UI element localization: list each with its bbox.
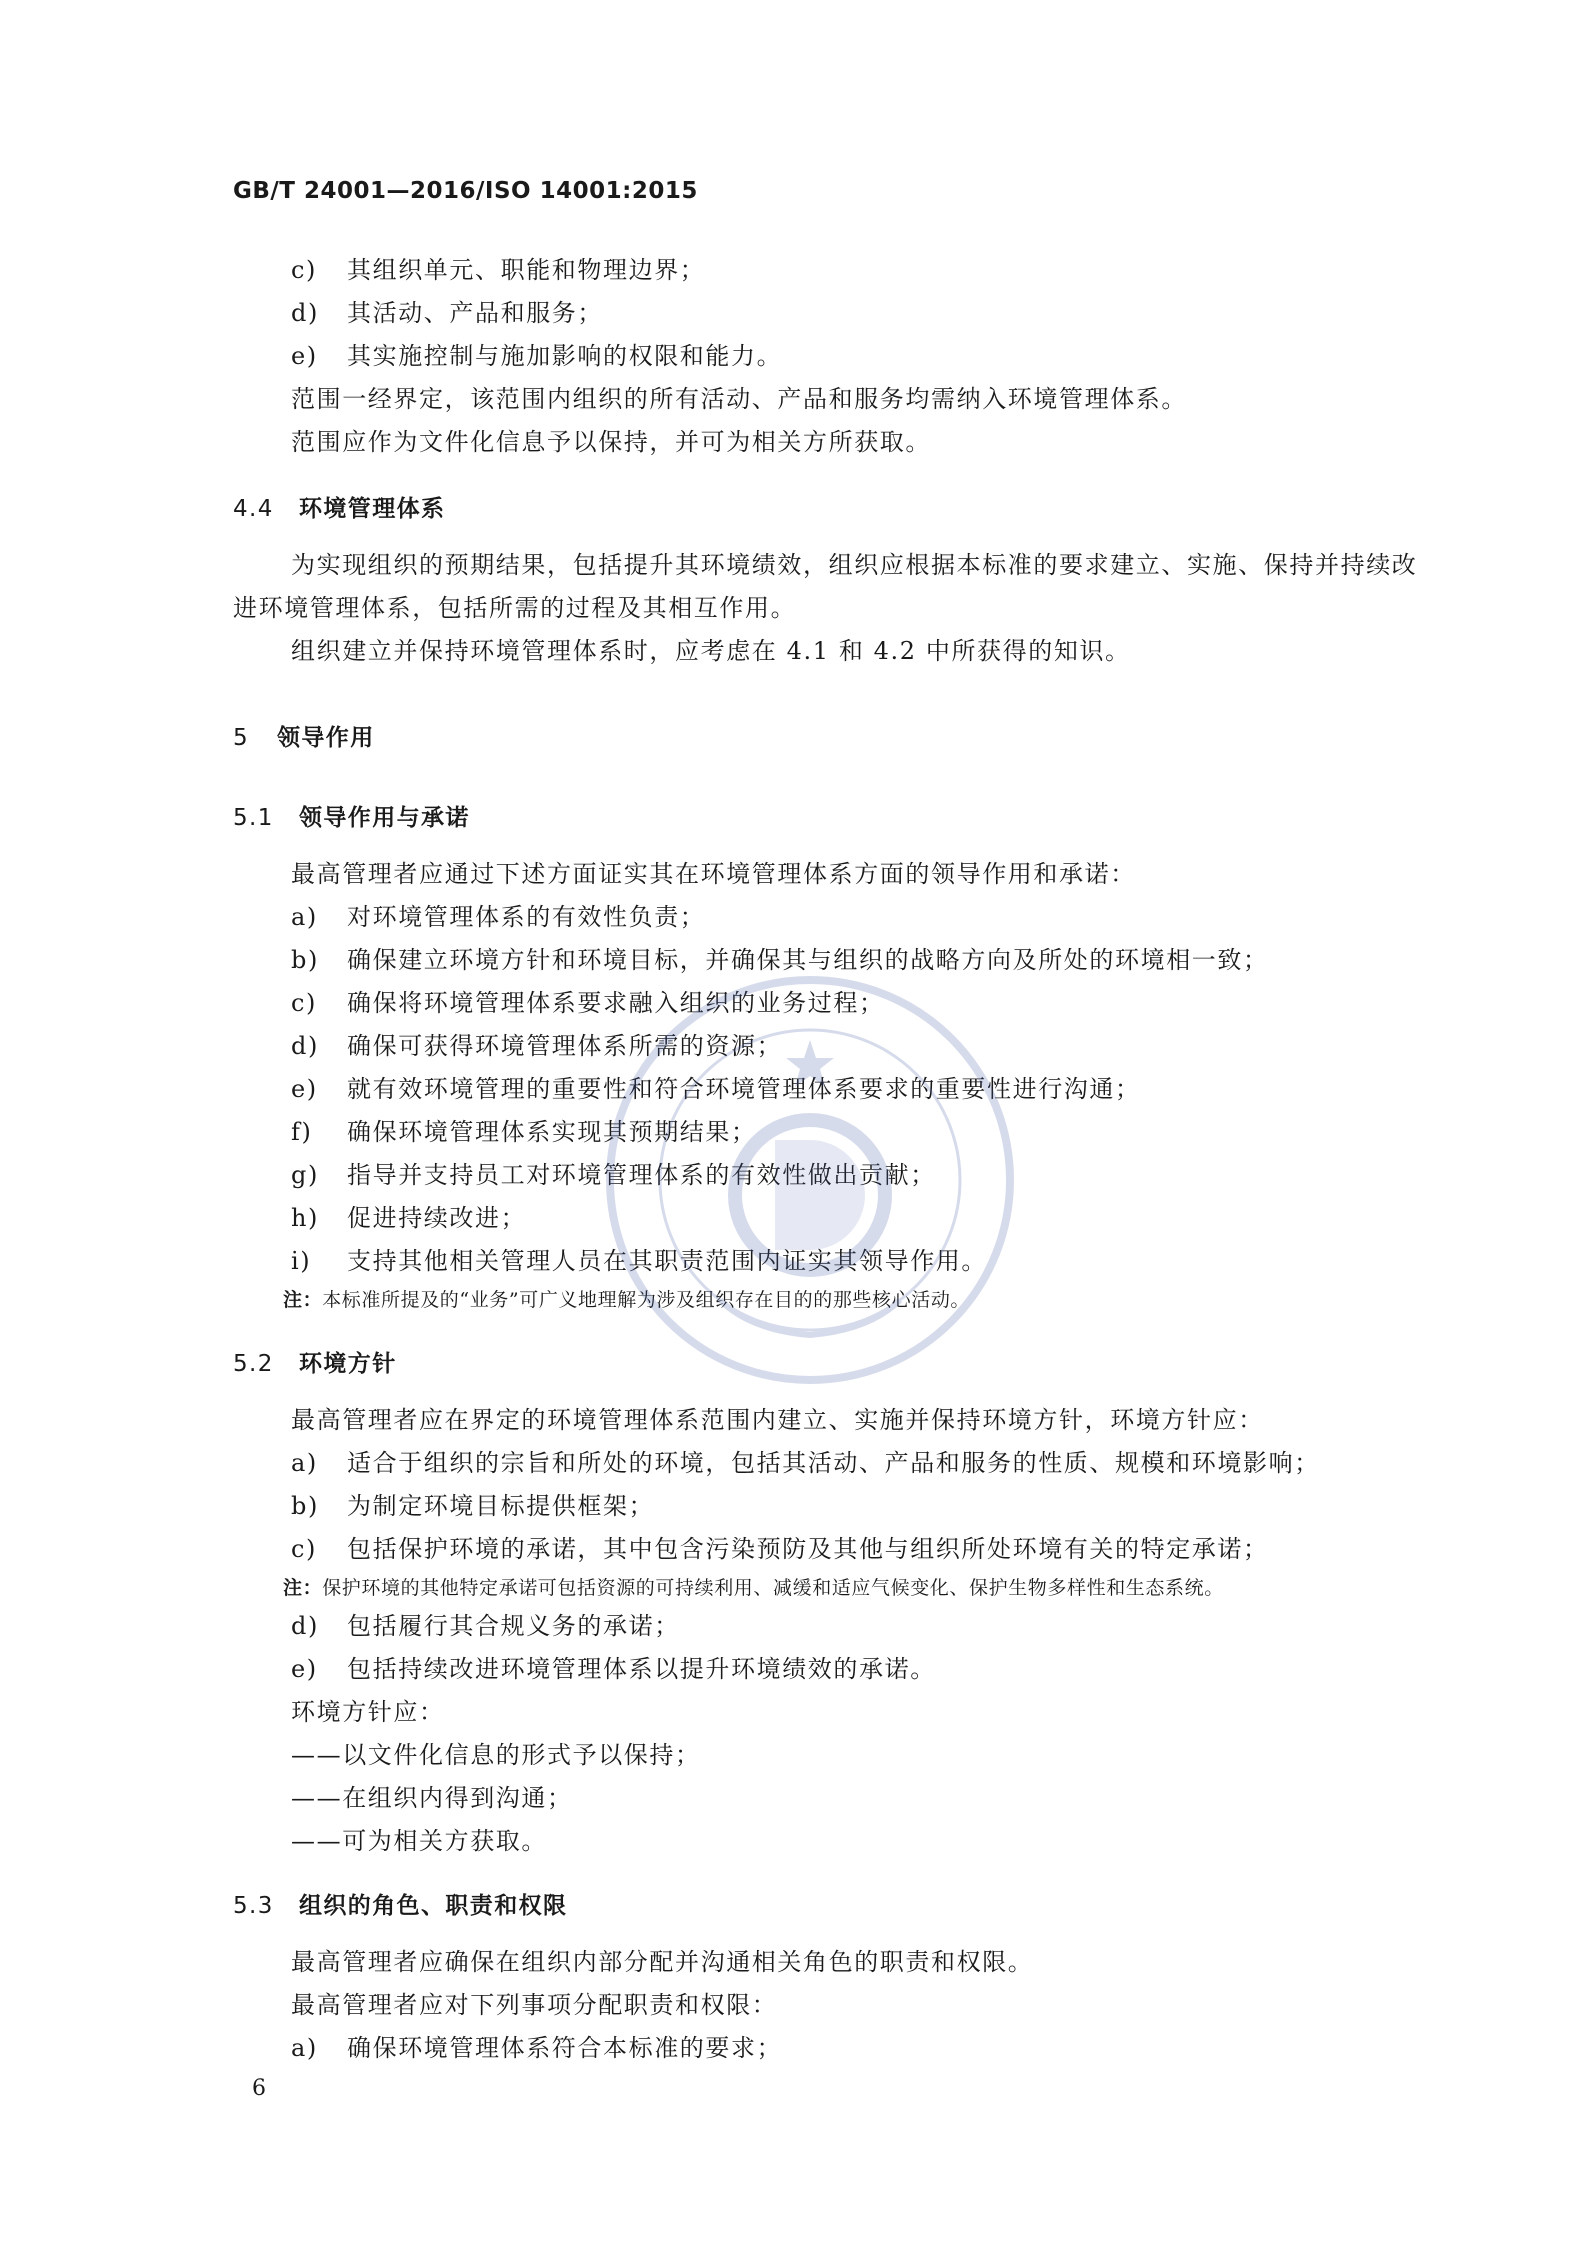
list-item: [291, 1533, 1269, 1565]
list-text: 其实施控制与施加影响的权限和能力。: [347, 342, 783, 370]
list-text: 其活动、产品和服务；: [347, 299, 603, 327]
list-label: b): [291, 946, 319, 974]
list-item: [291, 297, 603, 329]
section-title: 环境方针: [299, 1351, 397, 1377]
note-text: 保护环境的其他特定承诺可包括资源的可持续利用、减缓和适应气候变化、保护生物多样性和生态系统。: [322, 1577, 1224, 1599]
paragraph: 为实现组织的预期结果，包括提升其环境绩效，组织应根据本标准的要求建立、实施、保持并持续改: [291, 551, 1418, 579]
list-label: d): [291, 299, 319, 327]
list-text: 确保环境管理体系实现其预期结果；: [347, 1118, 757, 1146]
paragraph: 最高管理者应通过下述方面证实其在环境管理体系方面的领导作用和承诺：: [291, 860, 1136, 888]
standard-number-header: GB/T 24001—2016/ISO 14001:2015: [233, 178, 698, 204]
dash-item: ——以文件化信息的形式予以保持；: [291, 1741, 701, 1769]
paragraph: 最高管理者应在界定的环境管理体系范围内建立、实施并保持环境方针，环境方针应：: [291, 1406, 1264, 1434]
list-label: e): [291, 1655, 318, 1683]
paragraph: 最高管理者应对下列事项分配职责和权限：: [291, 1991, 778, 2019]
paragraph: 组织建立并保持环境管理体系时，应考虑在 4.1 和 4.2 中所获得的知识。: [291, 637, 1131, 665]
list-label: d): [291, 1032, 319, 1060]
section-number: 4.4: [233, 496, 274, 522]
list-text: 确保可获得环境管理体系所需的资源；: [347, 1032, 783, 1060]
section-title: 环境管理体系: [299, 496, 446, 522]
section-heading-5-2: [233, 1345, 397, 1378]
list-item: [291, 340, 782, 372]
section-number: 5.2: [233, 1351, 274, 1377]
list-label: h): [291, 1204, 320, 1232]
list-label: g): [291, 1161, 319, 1189]
note-label: 注：: [283, 1289, 323, 1311]
list-text: 指导并支持员工对环境管理体系的有效性做出贡献；: [347, 1161, 936, 1189]
section-heading-5-3: [233, 1887, 567, 1920]
list-text: 其组织单元、职能和物理边界；: [347, 256, 706, 284]
list-label: b): [291, 1492, 319, 1520]
paragraph: 范围一经界定，该范围内组织的所有活动、产品和服务均需纳入环境管理体系。: [291, 385, 1187, 413]
list-item: [291, 254, 705, 286]
dash-item: ——可为相关方获取。: [291, 1827, 547, 1855]
dash-item: ——在组织内得到沟通；: [291, 1784, 573, 1812]
chapter-title: 领导作用: [277, 725, 375, 751]
section-heading-4-4: [233, 490, 445, 523]
paragraph: 最高管理者应确保在组织内部分配并沟通相关角色的职责和权限。: [291, 1948, 1034, 1976]
note-label: 注：: [283, 1577, 323, 1599]
list-text: 确保建立环境方针和环境目标，并确保其与组织的战略方向及所处的环境相一致；: [347, 946, 1269, 974]
section-heading-5-1: [233, 799, 470, 832]
list-text: 包括履行其合规义务的承诺；: [347, 1612, 680, 1640]
section-title: 领导作用与承诺: [299, 805, 470, 831]
paragraph: 范围应作为文件化信息予以保持，并可为相关方所获取。: [291, 428, 931, 456]
chapter-number: 5: [233, 725, 250, 751]
list-text: 就有效环境管理的重要性和符合环境管理体系要求的重要性进行沟通；: [347, 1075, 1141, 1103]
chapter-heading-5: [233, 719, 375, 752]
list-label: f): [291, 1118, 313, 1146]
paragraph-continuation: 进环境管理体系，包括所需的过程及其相互作用。: [233, 594, 797, 622]
list-label: i): [291, 1247, 312, 1275]
list-label: e): [291, 342, 318, 370]
list-item: [291, 901, 705, 933]
section-number: 5.3: [233, 1893, 274, 1919]
list-text: 促进持续改进；: [347, 1204, 527, 1232]
list-label: a): [291, 2034, 318, 2062]
note: [283, 1573, 1224, 1600]
list-text: 支持其他相关管理人员在其职责范围内证实其领导作用。: [347, 1247, 987, 1275]
section-number: 5.1: [233, 805, 274, 831]
list-text: 包括持续改进环境管理体系以提升环境绩效的承诺。: [347, 1655, 936, 1683]
list-label: d): [291, 1612, 319, 1640]
list-item: [291, 1447, 1320, 1479]
list-label: c): [291, 256, 318, 284]
seal-watermark: [600, 970, 1020, 1390]
list-item: [291, 1610, 680, 1642]
list-label: c): [291, 989, 318, 1017]
list-item: [291, 1653, 936, 1685]
list-label: a): [291, 1449, 318, 1477]
list-text: 确保环境管理体系符合本标准的要求；: [347, 2034, 783, 2062]
list-item: [291, 1490, 654, 1522]
list-text: 包括保护环境的承诺，其中包含污染预防及其他与组织所处环境有关的特定承诺；: [347, 1535, 1269, 1563]
note-text: 本标准所提及的“业务”可广义地理解为涉及组织存在目的的那些核心活动。: [322, 1289, 971, 1311]
list-text: 适合于组织的宗旨和所处的环境，包括其活动、产品和服务的性质、规模和环境影响；: [347, 1449, 1320, 1477]
list-label: e): [291, 1075, 318, 1103]
list-label: a): [291, 903, 318, 931]
list-text: 为制定环境目标提供框架；: [347, 1492, 655, 1520]
paragraph: 环境方针应：: [291, 1698, 445, 1726]
page-number: 6: [252, 2076, 266, 2101]
list-label: c): [291, 1535, 318, 1563]
section-title: 组织的角色、职责和权限: [299, 1893, 568, 1919]
list-text: 确保将环境管理体系要求融入组织的业务过程；: [347, 989, 885, 1017]
list-item: [291, 1202, 526, 1234]
list-text: 对环境管理体系的有效性负责；: [347, 903, 706, 931]
list-item: [291, 2032, 782, 2064]
